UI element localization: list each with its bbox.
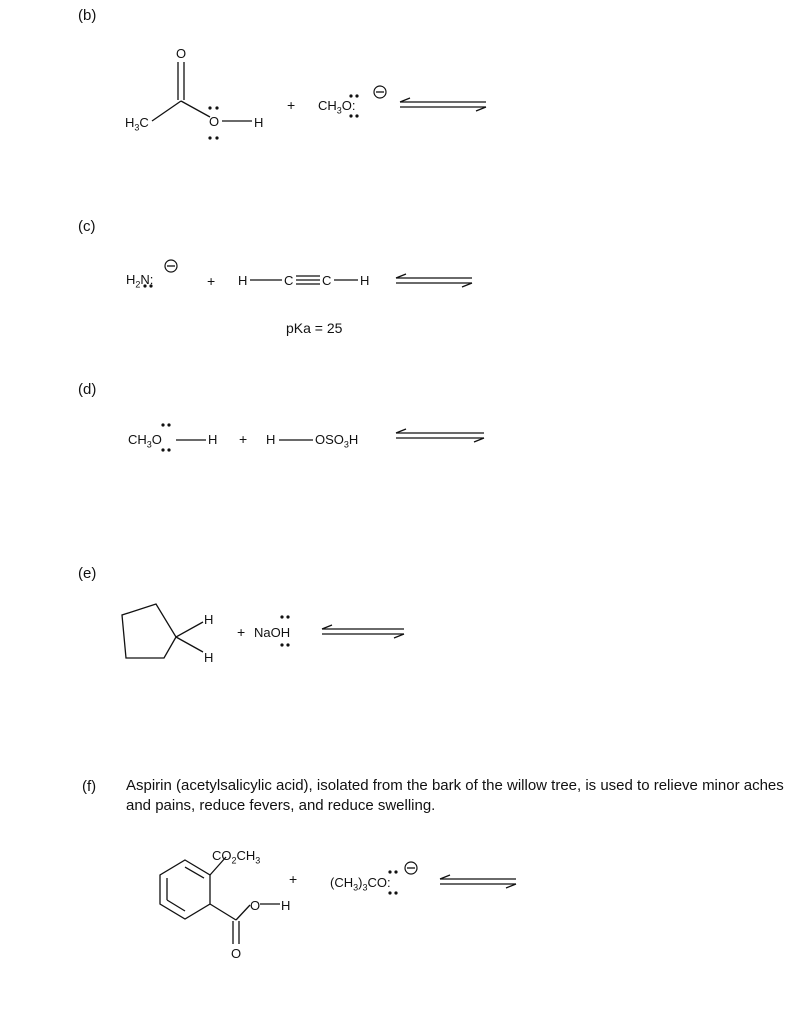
section-label-d: (d)	[78, 381, 97, 398]
aspirin-description: Aspirin (acetylsalicylic acid), isolated from the bark of the willow tree, is used to relieve minor aches and pains, reduce fevers, and reduce swelling.	[126, 777, 784, 814]
acetic-acid-hydroxyl-oxygen: O	[209, 114, 220, 129]
acetic-acid-methyl-label: $H_3C$	[125, 115, 149, 133]
tert-butoxide-label: $(CH_3)_3CO$:	[330, 875, 391, 893]
equilibrium-arrow-b	[400, 98, 486, 111]
plus-sign-b: +	[287, 97, 296, 113]
plus-sign-d: +	[239, 431, 248, 447]
methanol-bonds	[161, 423, 313, 451]
aspirin-hydroxyl-oxygen: O	[250, 898, 261, 913]
equilibrium-arrow-f	[440, 875, 516, 888]
section-label-b: (b)	[78, 7, 97, 24]
methoxide-label-b: $CH_3O$:	[318, 98, 356, 116]
sulfuric-acid-hydrogen: H	[266, 432, 276, 447]
acetylene-hydrogen-right: H	[360, 273, 370, 288]
methanol-label: $CH_3O$	[128, 432, 162, 450]
acetylene-carbon-left: C	[284, 273, 294, 288]
acetylene-carbon-right: C	[322, 273, 332, 288]
equilibrium-arrow-d	[396, 429, 484, 442]
aspirin-ester-label: $CO_2CH_3$	[212, 848, 261, 866]
equilibrium-arrow-e	[322, 625, 404, 638]
equilibrium-arrow-c	[396, 274, 472, 287]
sodium-hydroxide-label: NaOH	[254, 625, 291, 640]
acetic-acid-bonds	[152, 62, 252, 140]
aspirin-ring	[160, 857, 280, 944]
aspirin-hydroxyl-hydrogen: H	[281, 898, 291, 913]
acetic-acid-hydroxyl-hydrogen: H	[254, 115, 264, 130]
cyclopentane-hydrogen-top: H	[204, 612, 214, 627]
section-label-f: (f)	[82, 778, 97, 795]
methanol-hydrogen: H	[208, 432, 218, 447]
plus-sign-f: +	[289, 871, 298, 887]
section-label-e: (e)	[78, 565, 97, 582]
pka-value: pKa = 25	[286, 320, 343, 336]
acetylene-hydrogen-left: H	[238, 273, 248, 288]
cyclopentane-ring	[122, 604, 203, 658]
tert-butoxide-lone-pairs	[388, 862, 417, 895]
section-label-c: (c)	[78, 218, 96, 235]
aspirin-carbonyl-oxygen: O	[231, 946, 242, 961]
acetic-acid-carbonyl-oxygen: O	[176, 46, 187, 61]
acetylene-bonds	[250, 276, 358, 284]
plus-sign-e: +	[237, 624, 246, 640]
cyclopentane-hydrogen-bottom: H	[204, 650, 214, 665]
amide-label: $H_2N$:	[126, 272, 154, 290]
plus-sign-c: +	[207, 273, 216, 289]
sulfuric-acid-label: $OSO_3H$	[315, 432, 359, 450]
